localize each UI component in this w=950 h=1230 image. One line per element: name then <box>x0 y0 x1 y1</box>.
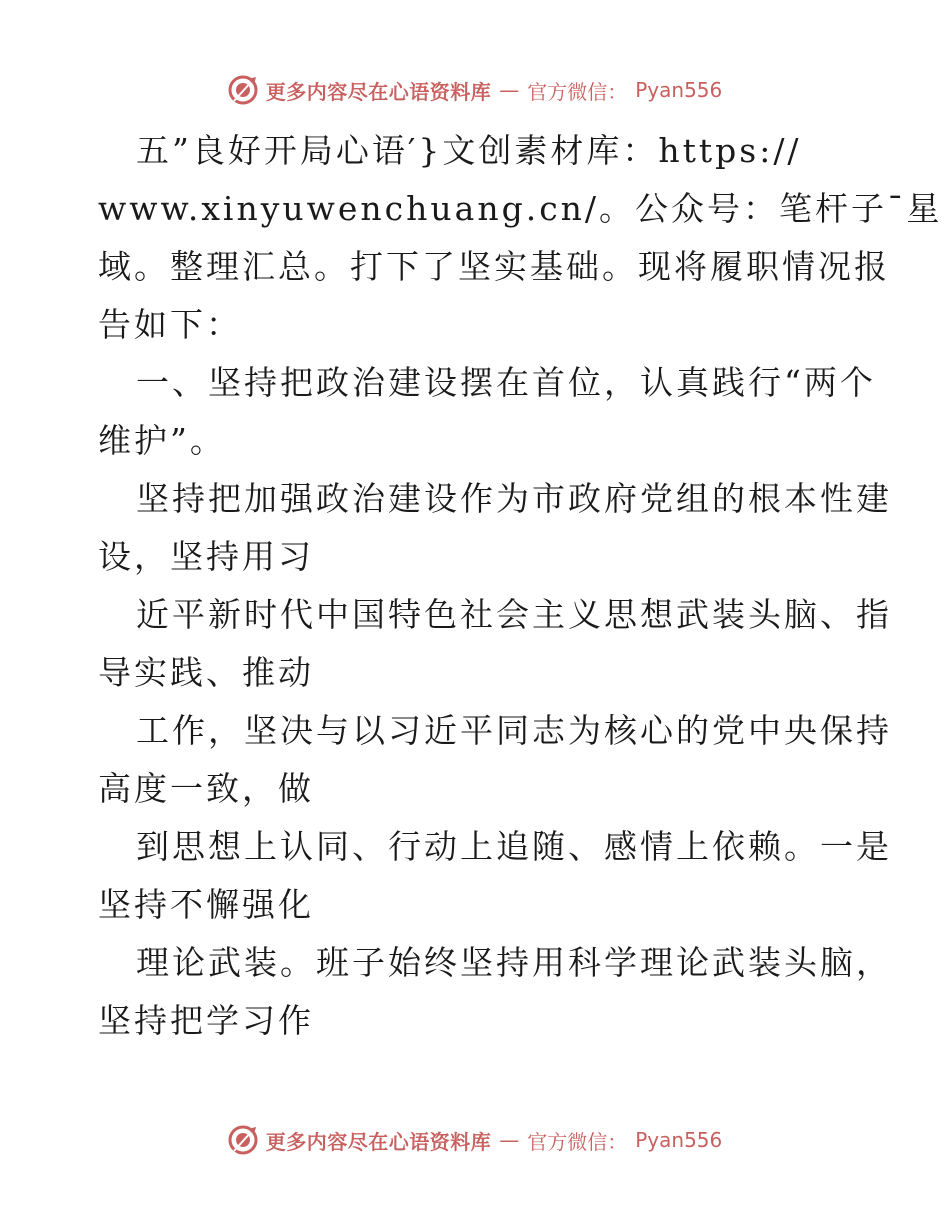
banner-wechat-id: Pyan556 <box>635 1128 723 1152</box>
text-line: 域。整理汇总。打下了坚实基础。现将履职情况报 <box>98 247 890 286</box>
text-line: 设，坚持用习 <box>98 537 314 576</box>
header-banner <box>0 70 950 110</box>
text-line: 理论武装。班子始终坚持用科学理论武装头脑， <box>136 943 892 982</box>
text-line: 高度一致，做 <box>98 769 314 808</box>
banner-title: 更多内容尽在心语资料库 <box>265 1129 492 1154</box>
text-line: 维护”。 <box>98 421 226 460</box>
banner-wechat-label: 官方微信： <box>527 1129 628 1154</box>
text-line: 近平新时代中国特色社会主义思想武装头脑、指 <box>136 595 892 634</box>
banner-separator: — <box>499 1128 520 1152</box>
text-line: 导实践、推动 <box>98 653 314 692</box>
quill-seal-logo-icon <box>228 1125 258 1155</box>
banner-wechat-id: Pyan556 <box>635 78 723 102</box>
banner-title: 更多内容尽在心语资料库 <box>265 79 492 104</box>
banner-wechat-label: 官方微信： <box>527 79 628 104</box>
text-line: www.xinyuwenchuang.cn/。公众号：笔杆子¯星 <box>98 189 943 228</box>
text-line: 告如下： <box>98 305 242 344</box>
text-line: 坚持不懈强化 <box>98 885 314 924</box>
footer-banner <box>0 1120 950 1160</box>
text-line: 坚持把加强政治建设作为市政府党组的根本性建 <box>136 479 892 518</box>
text-line: 五”良好开局心语′}文创素材库：https:// <box>136 131 802 170</box>
banner-separator: — <box>499 78 520 102</box>
document-body <box>98 122 943 1050</box>
quill-seal-logo-icon <box>228 75 258 105</box>
text-line: 到思想上认同、行动上追随、感情上依赖。一是 <box>136 827 892 866</box>
text-line: 坚持把学习作 <box>98 1001 314 1040</box>
text-line: 一、坚持把政治建设摆在首位，认真践行“两个 <box>136 363 876 402</box>
text-line: 工作，坚决与以习近平同志为核心的党中央保持 <box>136 711 892 750</box>
